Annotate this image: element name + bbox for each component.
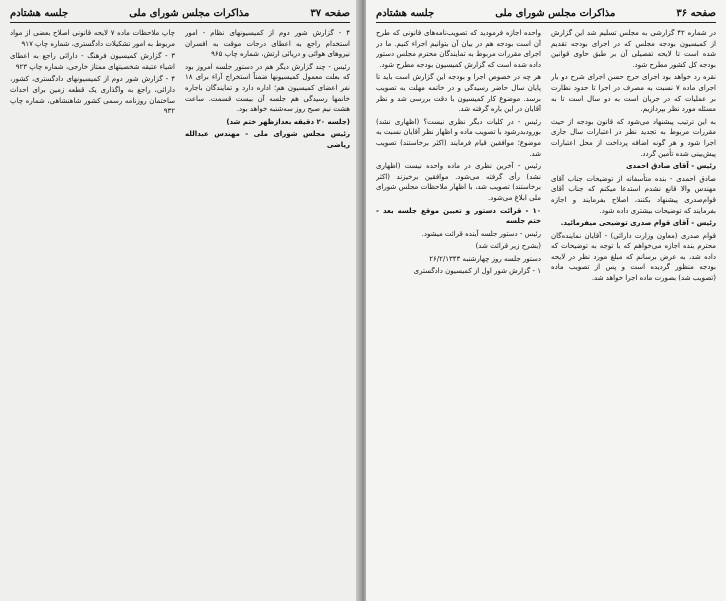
page-36 [366, 0, 726, 601]
column-left [10, 28, 175, 588]
paragraph: ۳ - گزارش کمیسیون فرهنگ - دارائی راجع به اعطای اشیاء عتیقه شخصیتهای ممتاز خارجی، شماره چاپ ۹۲۳ [10, 52, 175, 71]
paragraph: هر چه در خصوص اجرا و بودجه این گزارش است باید تا پایان سال حاضر رسیدگی و در خاتمه مهلت به تصویب برسد. موضوع کار کمیسیون با دقت بررسی شد و نظر آقایان در این باره گرفته شد. [376, 73, 541, 114]
header-title: مذاکرات مجلس شورای ملی [495, 8, 616, 19]
header-page-number: صفحه ۳۷ [310, 8, 350, 19]
header-title: مذاکرات مجلس شورای ملی [129, 8, 250, 19]
paragraph: در شماره ۴۲ گزارشی به مجلس تسلیم شد این گزارش از کمیسیون بودجه مجلس که در اجرای بودجه تقدیم شده است تا لایحه تفصیلی آن بر طبق حاوی قوانین بودجه کل کشور مطرح شود. [551, 29, 716, 69]
paragraph: ۱۰ - قرائت دستور و تعیین موقع جلسه بعد - ختم جلسه [376, 206, 541, 226]
paragraph: نقره رد خواهد بود اجرای حرج حسن اجرای شرح دو بار اجرای ماده ۷ نسبت به مصرف در اجرا تا حدود نظارت بر عملیات که در جریان است به دو سال است تا به مسئله مورد نظر بپردازیم. [551, 73, 716, 114]
paragraph: صادق احمدی - بنده متأسفانه از توضیحات جناب آقای مهندس والا قانع نشدم استدعا میکنم که جناب آقای قوام‌صدری پیشنهاد بکنند، اصلاح بفرمایند و اجازه بفرمایند که توضیحات بیشتری داده شود. [551, 174, 716, 215]
header-session: جلسه هشتادم [10, 8, 69, 19]
column-left [376, 28, 541, 588]
paragraph: ۱ - گزارش شور اول از کمیسیون دادگستری [413, 267, 541, 276]
paragraph: رئیس - چند گزارش دیگر هم در دستور جلسه امروز بود که بعلت معمول کمیسیونها ضمناً استخراج آراء برای ۱۸ نفر اعضای کمیسیون هم؛ اداره دارد و تمایندگان باجاره خانمها رسیدگی هم جلسه آن بیست قسمت. ساعت هشت نیم صبح روز سه‌شنبه خواهد بود. [185, 62, 350, 114]
paragraph: قوام صدری (معاون وزارت دارائی) - آقایان نماینده‌گان محترم بنده اجازه می‌خواهم که با توجه به توضیحات که داده شد، به عرض برسانم که مبلغ مورد نظر در لایحه بودجه منظور گردیده است و پس از تصویب ماده (تصویب شد) بصورت ماده اجرا خواهد شد. [551, 231, 716, 283]
page-header [10, 8, 350, 23]
paragraph: رئیس - آقای قوام صدری توضیحی میفرمائید. [560, 219, 716, 228]
paragraph: رئیس - در کلیات دیگر نظری نیست؟ (اظهاری نشد) بورودبدرشود با تصویب ماده و اظهار نظر آقایان نسبت به موضوع؛ موافقین قیام فرمایند (اکثر برخاستند) تصویب شد. [376, 117, 541, 158]
paragraph: (جلسه ۲۰ دقیقه بعدازظهر ختم شد) [226, 117, 350, 126]
header-session: جلسه هشتادم [376, 8, 435, 19]
paragraph: رئیس - دستور جلسه آینده قرائت میشود. [421, 229, 541, 238]
paragraph: دستور جلسه روز چهارشنبه ۲۶/۲/۱۳۴۳ [429, 254, 541, 263]
paragraph: رئیس - آقای صادق احمدی [626, 162, 716, 171]
page-header [376, 8, 716, 23]
paragraph: ۴ - گزارش شور دوم از کمیسیونهای نظام - امور استخدام راجع به اعطای درجات موقت به افسران نیروهای هوائی و دریائی ارتش، شماره چاپ ۹۶۵ [185, 29, 350, 59]
paragraph: واحده اجازه فرمودید که تصویب‌نامه‌های قانونی که طرح آن است بودجه هم در بیان آن بتوانیم اجراء کنیم. ما در اجرای مقررات مربوط به تمایندگان محترم مجلس دستور داده شده است که گزارش کمیسیون بودجه مطرح شود. [376, 29, 541, 69]
paragraph: ۴ - گزارش شور دوم از کمیسیونهای دادگستری، کشور، دارائی، راجع به واگذاری یک قطعه زمین برای احداث ساختمان روزنامه رسمی کشور شاهنشاهی، شماره چاپ ۹۳۲ [10, 75, 175, 116]
paragraph: چاپ ملاحظات ماده ۷ لایحه قانونی اصلاح بعضی از مواد مربوط به امور تشکیلات دادگستری، شماره چاپ ۹۱۷ [10, 29, 175, 48]
page-columns [10, 28, 350, 588]
page-37 [0, 0, 360, 601]
column-right [185, 28, 350, 588]
page-columns [376, 28, 716, 588]
paragraph: به این ترتیب پیشنهاد می‌شود که قانون بودجه از حیث مقررات مربوط به تجدید نظر در اعتبارات سال جاری اجرا شود و هر گونه اضافه پرداخت از محل اعتبارات پیش‌بینی شده تأمین گردد. [551, 117, 716, 158]
header-page-number: صفحه ۳۶ [676, 8, 716, 19]
paragraph: رئیس مجلس شورای ملی - مهندس عبدالله ریاضی [185, 130, 350, 149]
paragraph: (بشرح زیر قرائت شد) [475, 242, 541, 251]
column-right [551, 28, 716, 588]
paragraph: رئیس - آخرین نظری در ماده واحده نیست (اظهاری نشد) رأی گرفته می‌شود. موافقین برخیزند (اکثر برخاستند) تصویب شد، با اظهار ملاحظات مجلس شورای ملی ابلاغ می‌شود. [376, 162, 541, 202]
